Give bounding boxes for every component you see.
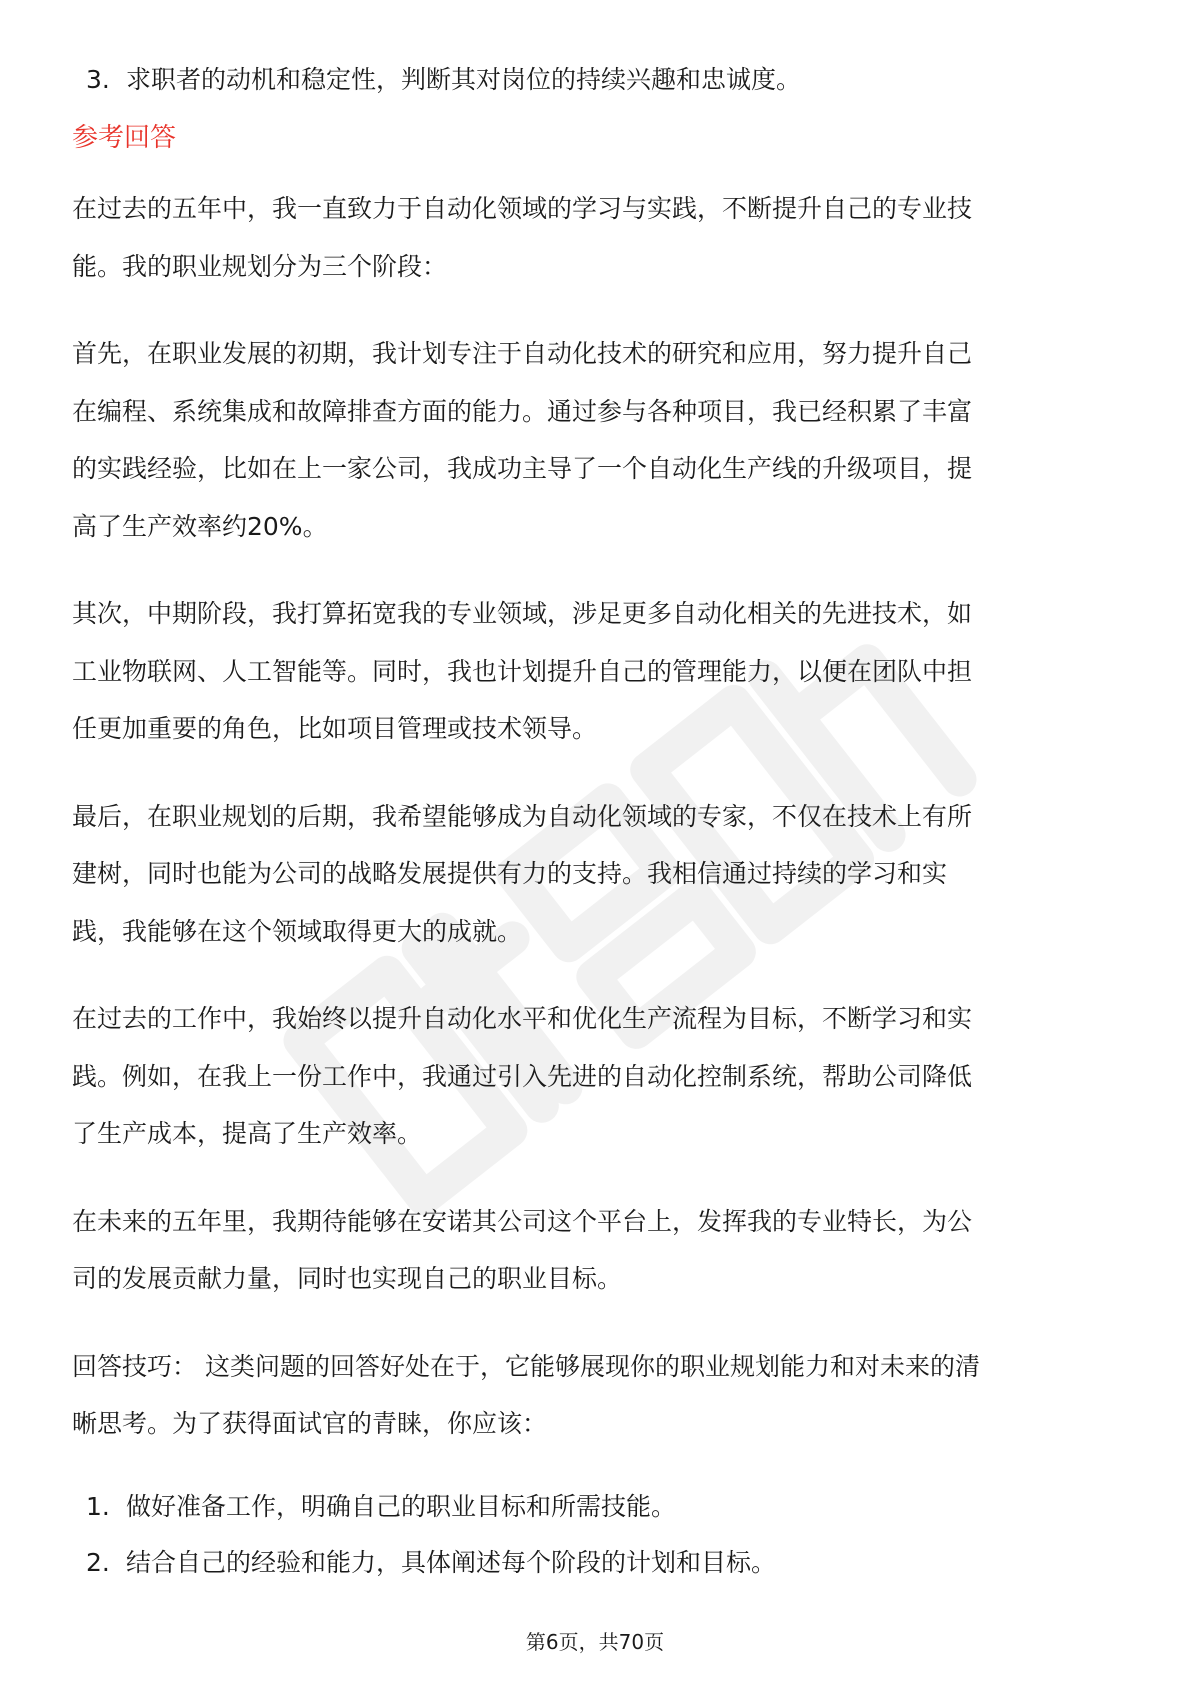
list-number: 2. <box>86 1547 110 1577</box>
paragraph-line: 高了生产效率约20%。 <box>72 511 328 541</box>
paragraph-line: 能。我的职业规划分为三个阶段： <box>72 251 448 281</box>
paragraph-line: 其次，中期阶段，我打算拓宽我的专业领域，涉足更多自动化相关的先进技术，如 <box>72 599 973 628</box>
paragraph-answer-tips <box>72 1338 1122 1453</box>
list-number: 3. <box>86 65 110 94</box>
paragraph-future <box>72 1193 1122 1308</box>
list-text: 结合自己的经验和能力，具体阐述每个阶段的计划和目标。 <box>126 1547 777 1577</box>
paragraph-middle-stage <box>72 585 1122 758</box>
page-footer: 第6页，共70页 <box>525 1630 665 1654</box>
paragraph-past-work <box>72 990 1122 1163</box>
paragraph-line: 司的发展贡献力量，同时也实现自己的职业目标。 <box>72 1264 623 1293</box>
paragraph-line: 建树，同时也能为公司的战略发展提供有力的支持。我相信通过持续的学习和实 <box>72 859 948 888</box>
tips-list <box>72 1479 1122 1591</box>
paragraph-line: 任更加重要的角色，比如项目管理或技术领导。 <box>72 714 598 743</box>
paragraph-line: 践，我能够在这个领域取得更大的成就。 <box>72 916 523 946</box>
paragraph-line: 最后，在职业规划的后期，我希望能够成为自动化领域的专家，不仅在技术上有所 <box>72 801 973 831</box>
section-heading: 参考回答 <box>72 123 177 153</box>
top-list <box>72 52 1122 108</box>
paragraph-line: 的实践经验，比如在上一家公司，我成功主导了一个自动化生产线的升级项目，提 <box>72 454 973 483</box>
paragraph-line: 工业物联网、人工智能等。同时，我也计划提升自己的管理能力，以便在团队中担 <box>72 656 973 686</box>
list-item <box>72 52 1122 108</box>
paragraph-line: 首先，在职业发展的初期，我计划专注于自动化技术的研究和应用，努力提升自己 <box>72 339 973 368</box>
paragraph-line: 晰思考。为了获得面试官的青睐，你应该： <box>72 1409 548 1438</box>
paragraph-first-stage <box>72 325 1122 555</box>
paragraph-line: 在未来的五年里，我期待能够在安诺其公司这个平台上，发挥我的专业特长，为公 <box>72 1206 973 1236</box>
paragraph-line: 在编程、系统集成和故障排查方面的能力。通过参与各种项目，我已经积累了丰富 <box>72 396 973 426</box>
page-content <box>72 52 1122 1591</box>
paragraph-final-stage <box>72 788 1122 961</box>
paragraph-line: 在过去的五年中，我一直致力于自动化领域的学习与实践，不断提升自己的专业技 <box>72 194 973 223</box>
list-item <box>72 1535 1122 1591</box>
paragraph-intro <box>72 180 1122 295</box>
paragraph-line: 在过去的工作中，我始终以提升自动化水平和优化生产流程为目标，不断学习和实 <box>72 1004 973 1033</box>
list-text: 求职者的动机和稳定性，判断其对岗位的持续兴趣和忠诚度。 <box>126 65 802 94</box>
list-number: 1. <box>86 1491 110 1521</box>
paragraph-line: 回答技巧： 这类问题的回答好处在于，它能够展现你的职业规划能力和对未来的清 <box>72 1351 980 1381</box>
list-text: 做好准备工作，明确自己的职业目标和所需技能。 <box>126 1491 677 1521</box>
list-item <box>72 1479 1122 1535</box>
paragraph-line: 践。例如，在我上一份工作中，我通过引入先进的自动化控制系统，帮助公司降低 <box>72 1061 973 1091</box>
paragraph-line: 了生产成本，提高了生产效率。 <box>72 1119 423 1148</box>
